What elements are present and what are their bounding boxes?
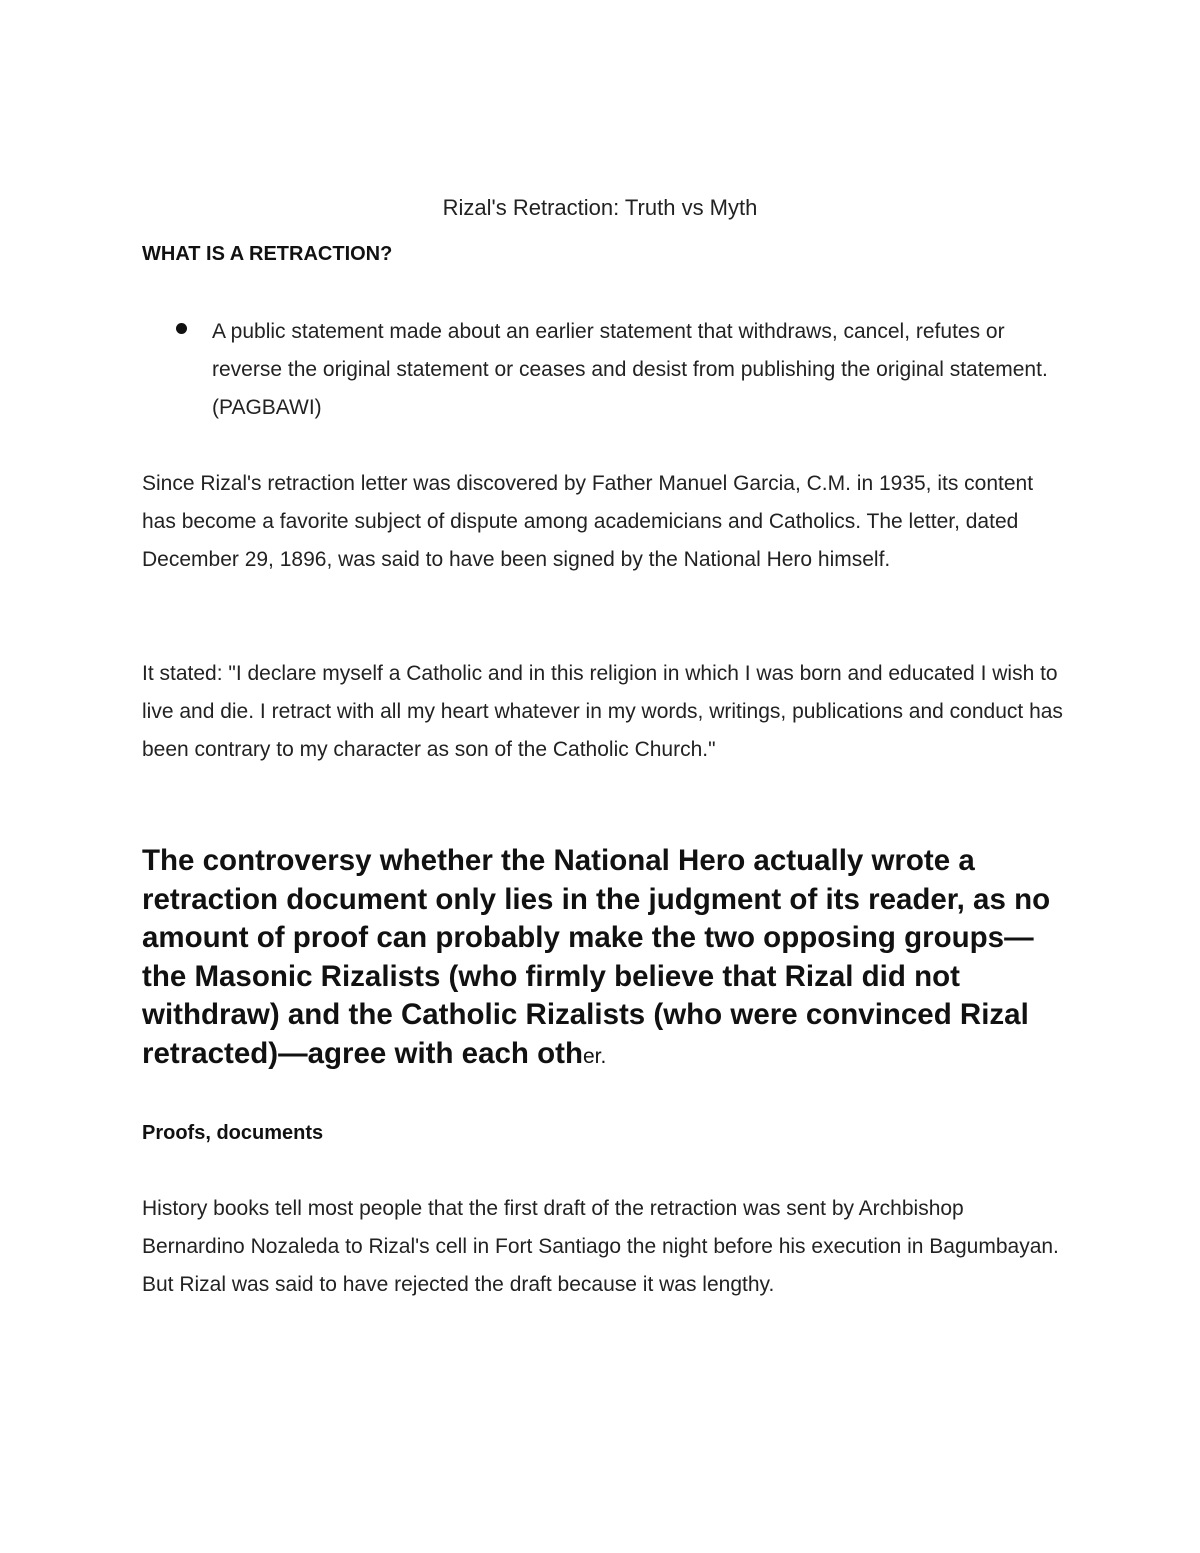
- controversy-tail-text: er.: [582, 1044, 607, 1068]
- definition-bullet: [142, 313, 1072, 427]
- definition-text: A public statement made about an earlier statement that withdraws, cancel, refutes or reverse the original statement or ceases and desist from publishing the original statement. (PAGBAWI): [212, 320, 1048, 419]
- paragraph-discovery: Since Rizal's retraction letter was discovered by Father Manuel Garcia, C.M. in 1935, its content has become a favorite subject of dispute among academicians and Catholics. The letter, dated December 29, 1896, was said to have been signed by the National Hero himself.: [142, 472, 1034, 571]
- document-title: Rizal's Retraction: Truth vs Myth: [442, 195, 758, 220]
- heading-what-is-retraction: WHAT IS A RETRACTION?: [142, 243, 393, 265]
- bullet-dot-icon: [176, 323, 187, 334]
- paragraph-statement: It stated: "I declare myself a Catholic and in this religion in which I was born and educated I wish to live and die. I retract with all my heart whatever in my words, writings, publications and conduct has been contrary to my character as son of the Catholic Church.": [142, 662, 1063, 761]
- controversy-statement: [142, 842, 1062, 1077]
- controversy-main-text: The controversy whether the National Hero actually wrote a retraction document only lies in the judgment of its reader, as no amount of proof can probably make the two opposing groups—the Masonic Rizalists (who firmly believe that Rizal did not withdraw) and the Catholic Rizalists (who were convinced Rizal retracted)—agree with each oth: [142, 844, 1051, 1070]
- heading-proofs-documents: Proofs, documents: [142, 1122, 324, 1144]
- paragraph-history: History books tell most people that the first draft of the retraction was sent by Archbishop Bernardino Nozaleda to Rizal's cell in Fort Santiago the night before his execution in Bagumbayan. But Rizal was said to have rejected the draft because it was lengthy.: [142, 1197, 1059, 1296]
